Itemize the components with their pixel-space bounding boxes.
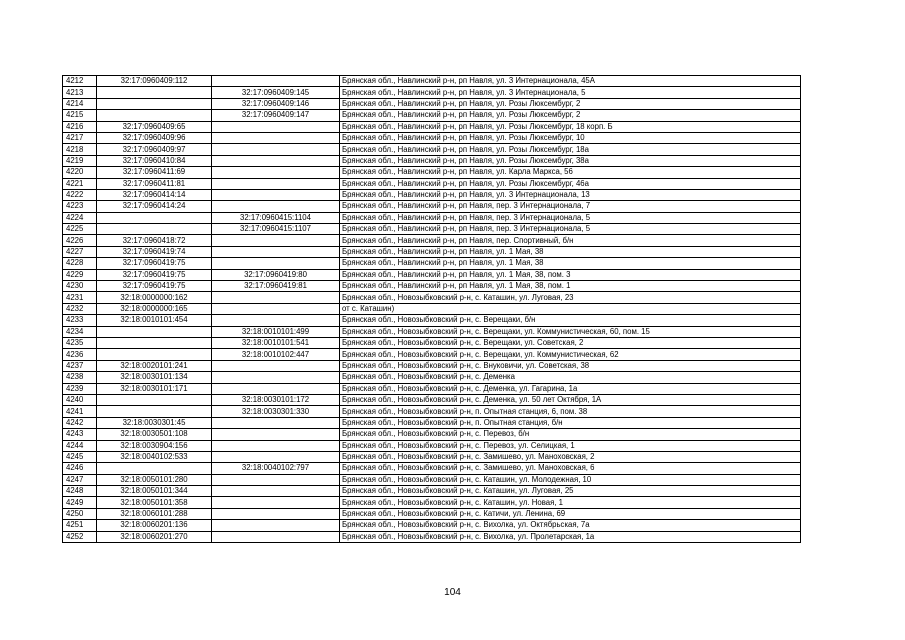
row-number-cell: 4247 [63, 474, 97, 485]
row-number-cell: 4250 [63, 508, 97, 519]
address-cell: Брянская обл., Навлинский р-н, рп Навля, ул. 1 Мая, 38, пом. 1 [340, 281, 801, 292]
sub-cadastral-number-cell: 32:18:0010102:447 [212, 349, 340, 360]
sub-cadastral-number-cell [212, 132, 340, 143]
row-number-cell: 4227 [63, 246, 97, 257]
table-row [63, 201, 801, 212]
row-number-cell: 4229 [63, 269, 97, 280]
address-cell: Брянская обл., Навлинский р-н, рп Навля, ул. 1 Мая, 38, пом. 3 [340, 269, 801, 280]
address-cell: Брянская обл., Новозыбковский р-н, с. Перевоз, б/н [340, 429, 801, 440]
cadastral-number-cell: 32:17:0960419:74 [97, 246, 212, 257]
table-row [63, 235, 801, 246]
cadastral-number-cell [97, 224, 212, 235]
table-row [63, 383, 801, 394]
table-row [63, 167, 801, 178]
row-number-cell: 4224 [63, 212, 97, 223]
table-row [63, 394, 801, 405]
row-number-cell: 4243 [63, 429, 97, 440]
table-row [63, 246, 801, 257]
table-row [63, 98, 801, 109]
cadastral-number-cell [97, 98, 212, 109]
row-number-cell: 4245 [63, 451, 97, 462]
sub-cadastral-number-cell [212, 201, 340, 212]
sub-cadastral-number-cell [212, 292, 340, 303]
row-number-cell: 4235 [63, 337, 97, 348]
table-row [63, 258, 801, 269]
cadastral-number-cell: 32:18:0030101:171 [97, 383, 212, 394]
sub-cadastral-number-cell [212, 258, 340, 269]
address-cell: Брянская обл., Навлинский р-н, рп Навля, ул. 3 Интернационала, 5 [340, 87, 801, 98]
row-number-cell: 4249 [63, 497, 97, 508]
row-number-cell: 4234 [63, 326, 97, 337]
table-row [63, 520, 801, 531]
cadastral-number-cell [97, 212, 212, 223]
sub-cadastral-number-cell [212, 303, 340, 314]
address-cell: Брянская обл., Новозыбковский р-н, п. Опытная станция, б/н [340, 417, 801, 428]
row-number-cell: 4220 [63, 167, 97, 178]
address-cell: Брянская обл., Навлинский р-н, рп Навля, ул. Розы Люксембург, 38а [340, 155, 801, 166]
table-row [63, 474, 801, 485]
row-number-cell: 4236 [63, 349, 97, 360]
row-number-cell: 4231 [63, 292, 97, 303]
sub-cadastral-number-cell [212, 417, 340, 428]
cadastral-number-cell [97, 349, 212, 360]
table-row [63, 189, 801, 200]
cadastral-number-cell: 32:18:0030501:108 [97, 429, 212, 440]
table-row [63, 417, 801, 428]
table-row [63, 531, 801, 542]
address-cell: Брянская обл., Новозыбковский р-н, с. Деменка, ул. 50 лет Октября, 1А [340, 394, 801, 405]
sub-cadastral-number-cell [212, 508, 340, 519]
cadastral-number-cell: 32:17:0960419:75 [97, 258, 212, 269]
cadastral-number-cell: 32:17:0960409:97 [97, 144, 212, 155]
cadastral-number-cell: 32:17:0960409:65 [97, 121, 212, 132]
sub-cadastral-number-cell [212, 121, 340, 132]
address-cell: Брянская обл., Навлинский р-н, рп Навля, ул. Розы Люксембург, 18 корп. Б [340, 121, 801, 132]
sub-cadastral-number-cell [212, 497, 340, 508]
sub-cadastral-number-cell [212, 474, 340, 485]
row-number-cell: 4248 [63, 486, 97, 497]
table-row [63, 349, 801, 360]
table-row [63, 315, 801, 326]
table-row [63, 486, 801, 497]
sub-cadastral-number-cell [212, 167, 340, 178]
row-number-cell: 4223 [63, 201, 97, 212]
cadastral-number-cell: 32:18:0000000:162 [97, 292, 212, 303]
table-row [63, 155, 801, 166]
table-row [63, 269, 801, 280]
row-number-cell: 4238 [63, 372, 97, 383]
cadastral-number-cell: 32:17:0960411:69 [97, 167, 212, 178]
sub-cadastral-number-cell: 32:18:0030101:172 [212, 394, 340, 405]
row-number-cell: 4219 [63, 155, 97, 166]
row-number-cell: 4221 [63, 178, 97, 189]
address-cell: Брянская обл., Новозыбковский р-н, п. Опытная станция, 6, пом. 38 [340, 406, 801, 417]
row-number-cell: 4232 [63, 303, 97, 314]
address-cell: Брянская обл., Новозыбковский р-н, с. Катичи, ул. Ленина, 69 [340, 508, 801, 519]
address-cell: Брянская обл., Навлинский р-н, рп Навля, ул. Карла Маркса, 56 [340, 167, 801, 178]
address-cell: Брянская обл., Навлинский р-н, рп Навля, ул. 1 Мая, 38 [340, 246, 801, 257]
row-number-cell: 4241 [63, 406, 97, 417]
table-row [63, 497, 801, 508]
address-cell: Брянская обл., Новозыбковский р-н, с. Каташин, ул. Луговая, 25 [340, 486, 801, 497]
table-row [63, 212, 801, 223]
sub-cadastral-number-cell [212, 531, 340, 542]
sub-cadastral-number-cell [212, 76, 340, 87]
address-cell: Брянская обл., Новозыбковский р-н, с. Вихолка, ул. Пролетарская, 1а [340, 531, 801, 542]
sub-cadastral-number-cell [212, 235, 340, 246]
address-cell: Брянская обл., Новозыбковский р-н, с. Вихолка, ул. Октябрьская, 7а [340, 520, 801, 531]
row-number-cell: 4246 [63, 463, 97, 474]
row-number-cell: 4251 [63, 520, 97, 531]
address-cell: Брянская обл., Навлинский р-н, рп Навля, ул. 1 Мая, 38 [340, 258, 801, 269]
sub-cadastral-number-cell: 32:18:0030301:330 [212, 406, 340, 417]
cadastral-number-cell: 32:18:0010101:454 [97, 315, 212, 326]
table-row [63, 178, 801, 189]
row-number-cell: 4213 [63, 87, 97, 98]
address-cell: Брянская обл., Новозыбковский р-н, с. Замишево, ул. Маноховская, 6 [340, 463, 801, 474]
address-cell: Брянская обл., Навлинский р-н, рп Навля, ул. Розы Люксембург, 10 [340, 132, 801, 143]
cadastral-number-cell: 32:18:0000000:165 [97, 303, 212, 314]
sub-cadastral-number-cell [212, 429, 340, 440]
cadastral-number-cell [97, 463, 212, 474]
sub-cadastral-number-cell [212, 451, 340, 462]
row-number-cell: 4225 [63, 224, 97, 235]
sub-cadastral-number-cell [212, 372, 340, 383]
cadastral-number-cell: 32:18:0040102:533 [97, 451, 212, 462]
sub-cadastral-number-cell [212, 144, 340, 155]
cadastral-number-cell: 32:18:0020101:241 [97, 360, 212, 371]
cadastral-number-cell [97, 110, 212, 121]
table-row [63, 110, 801, 121]
address-cell: Брянская обл., Новозыбковский р-н, с. Перевоз, ул. Селицкая, 1 [340, 440, 801, 451]
table-row [63, 326, 801, 337]
row-number-cell: 4218 [63, 144, 97, 155]
sub-cadastral-number-cell: 32:18:0010101:499 [212, 326, 340, 337]
row-number-cell: 4242 [63, 417, 97, 428]
sub-cadastral-number-cell: 32:18:0010101:541 [212, 337, 340, 348]
row-number-cell: 4222 [63, 189, 97, 200]
sub-cadastral-number-cell [212, 155, 340, 166]
address-cell: Брянская обл., Навлинский р-н, рп Навля, пер. Спортивный, б/н [340, 235, 801, 246]
registry-table [62, 75, 801, 543]
table-row [63, 292, 801, 303]
sub-cadastral-number-cell [212, 486, 340, 497]
row-number-cell: 4237 [63, 360, 97, 371]
address-cell: Брянская обл., Новозыбковский р-н, с. Внуковичи, ул. Советская, 38 [340, 360, 801, 371]
cadastral-number-cell: 32:18:0030301:45 [97, 417, 212, 428]
table-row [63, 429, 801, 440]
row-number-cell: 4212 [63, 76, 97, 87]
table-row [63, 87, 801, 98]
row-number-cell: 4226 [63, 235, 97, 246]
table-row [63, 132, 801, 143]
cadastral-number-cell: 32:17:0960410:84 [97, 155, 212, 166]
sub-cadastral-number-cell: 32:17:0960409:145 [212, 87, 340, 98]
registry-table-body [63, 76, 801, 543]
page-number: 104 [444, 587, 461, 598]
address-cell: Брянская обл., Навлинский р-н, рп Навля, пер. 3 Интернационала, 5 [340, 224, 801, 235]
cadastral-number-cell: 32:18:0060101:288 [97, 508, 212, 519]
table-row [63, 144, 801, 155]
address-cell: Брянская обл., Навлинский р-н, рп Навля, ул. 3 Интернационала, 13 [340, 189, 801, 200]
sub-cadastral-number-cell: 32:18:0040102:797 [212, 463, 340, 474]
cadastral-number-cell: 32:17:0960419:75 [97, 269, 212, 280]
address-cell: Брянская обл., Новозыбковский р-н, с. Замишево, ул. Маноховская, 2 [340, 451, 801, 462]
cadastral-number-cell: 32:17:0960419:75 [97, 281, 212, 292]
sub-cadastral-number-cell [212, 520, 340, 531]
cadastral-number-cell: 32:18:0050101:358 [97, 497, 212, 508]
row-number-cell: 4215 [63, 110, 97, 121]
sub-cadastral-number-cell [212, 178, 340, 189]
cadastral-number-cell: 32:18:0050101:280 [97, 474, 212, 485]
cadastral-number-cell [97, 87, 212, 98]
address-cell: Брянская обл., Новозыбковский р-н, с. Деменка, ул. Гагарина, 1а [340, 383, 801, 394]
sub-cadastral-number-cell [212, 246, 340, 257]
address-cell: Брянская обл., Навлинский р-н, рп Навля, ул. 3 Интернационала, 45А [340, 76, 801, 87]
row-number-cell: 4228 [63, 258, 97, 269]
sub-cadastral-number-cell: 32:17:0960415:1104 [212, 212, 340, 223]
cadastral-number-cell: 32:17:0960409:112 [97, 76, 212, 87]
sub-cadastral-number-cell: 32:17:0960409:147 [212, 110, 340, 121]
row-number-cell: 4233 [63, 315, 97, 326]
address-cell: Брянская обл., Новозыбковский р-н, с. Верещаки, ул. Советская, 2 [340, 337, 801, 348]
cadastral-number-cell: 32:17:0960409:96 [97, 132, 212, 143]
table-row [63, 224, 801, 235]
cadastral-number-cell: 32:17:0960414:24 [97, 201, 212, 212]
address-cell: Брянская обл., Навлинский р-н, рп Навля, ул. Розы Люксембург, 46а [340, 178, 801, 189]
sub-cadastral-number-cell [212, 189, 340, 200]
table-row [63, 463, 801, 474]
address-cell: Брянская обл., Навлинский р-н, рп Навля, пер. 3 Интернационала, 5 [340, 212, 801, 223]
table-row [63, 440, 801, 451]
address-cell: Брянская обл., Новозыбковский р-н, с. Каташин, ул. Молодежная, 10 [340, 474, 801, 485]
sub-cadastral-number-cell [212, 383, 340, 394]
address-cell: Брянская обл., Новозыбковский р-н, с. Деменка [340, 372, 801, 383]
address-cell: Брянская обл., Новозыбковский р-н, с. Верещаки, б/н [340, 315, 801, 326]
cadastral-number-cell [97, 406, 212, 417]
row-number-cell: 4230 [63, 281, 97, 292]
sub-cadastral-number-cell: 32:17:0960419:81 [212, 281, 340, 292]
sub-cadastral-number-cell: 32:17:0960409:146 [212, 98, 340, 109]
cadastral-number-cell [97, 326, 212, 337]
cadastral-number-cell: 32:18:0060201:270 [97, 531, 212, 542]
address-cell: Брянская обл., Навлинский р-н, рп Навля, пер. 3 Интернационала, 7 [340, 201, 801, 212]
cadastral-number-cell: 32:18:0050101:344 [97, 486, 212, 497]
sub-cadastral-number-cell: 32:17:0960415:1107 [212, 224, 340, 235]
table-row [63, 337, 801, 348]
table-row [63, 76, 801, 87]
address-cell: Брянская обл., Навлинский р-н, рп Навля, ул. Розы Люксембург, 2 [340, 98, 801, 109]
cadastral-number-cell: 32:17:0960411:81 [97, 178, 212, 189]
address-cell: Брянская обл., Навлинский р-н, рп Навля, ул. Розы Люксембург, 18а [340, 144, 801, 155]
cadastral-number-cell: 32:17:0960418:72 [97, 235, 212, 246]
table-row [63, 406, 801, 417]
table-row [63, 121, 801, 132]
sub-cadastral-number-cell: 32:17:0960419:80 [212, 269, 340, 280]
table-row [63, 451, 801, 462]
cadastral-number-cell: 32:18:0030904:156 [97, 440, 212, 451]
row-number-cell: 4252 [63, 531, 97, 542]
sub-cadastral-number-cell [212, 360, 340, 371]
table-row [63, 372, 801, 383]
row-number-cell: 4239 [63, 383, 97, 394]
cadastral-number-cell [97, 394, 212, 405]
sub-cadastral-number-cell [212, 315, 340, 326]
table-row [63, 303, 801, 314]
row-number-cell: 4216 [63, 121, 97, 132]
cadastral-number-cell: 32:18:0030101:134 [97, 372, 212, 383]
cadastral-number-cell: 32:17:0960414:14 [97, 189, 212, 200]
cadastral-number-cell [97, 337, 212, 348]
table-row [63, 360, 801, 371]
row-number-cell: 4240 [63, 394, 97, 405]
cadastral-number-cell: 32:18:0060201:136 [97, 520, 212, 531]
table-row [63, 281, 801, 292]
row-number-cell: 4244 [63, 440, 97, 451]
address-cell: Брянская обл., Новозыбковский р-н, с. Каташин, ул. Новая, 1 [340, 497, 801, 508]
address-cell: от с. Каташин) [340, 303, 801, 314]
row-number-cell: 4214 [63, 98, 97, 109]
table-row [63, 508, 801, 519]
address-cell: Брянская обл., Навлинский р-н, рп Навля, ул. Розы Люксембург, 2 [340, 110, 801, 121]
address-cell: Брянская обл., Новозыбковский р-н, с. Каташин, ул. Луговая, 23 [340, 292, 801, 303]
address-cell: Брянская обл., Новозыбковский р-н, с. Верещаки, ул. Коммунистическая, 62 [340, 349, 801, 360]
row-number-cell: 4217 [63, 132, 97, 143]
address-cell: Брянская обл., Новозыбковский р-н, с. Верещаки, ул. Коммунистическая, 60, пом. 15 [340, 326, 801, 337]
sub-cadastral-number-cell [212, 440, 340, 451]
